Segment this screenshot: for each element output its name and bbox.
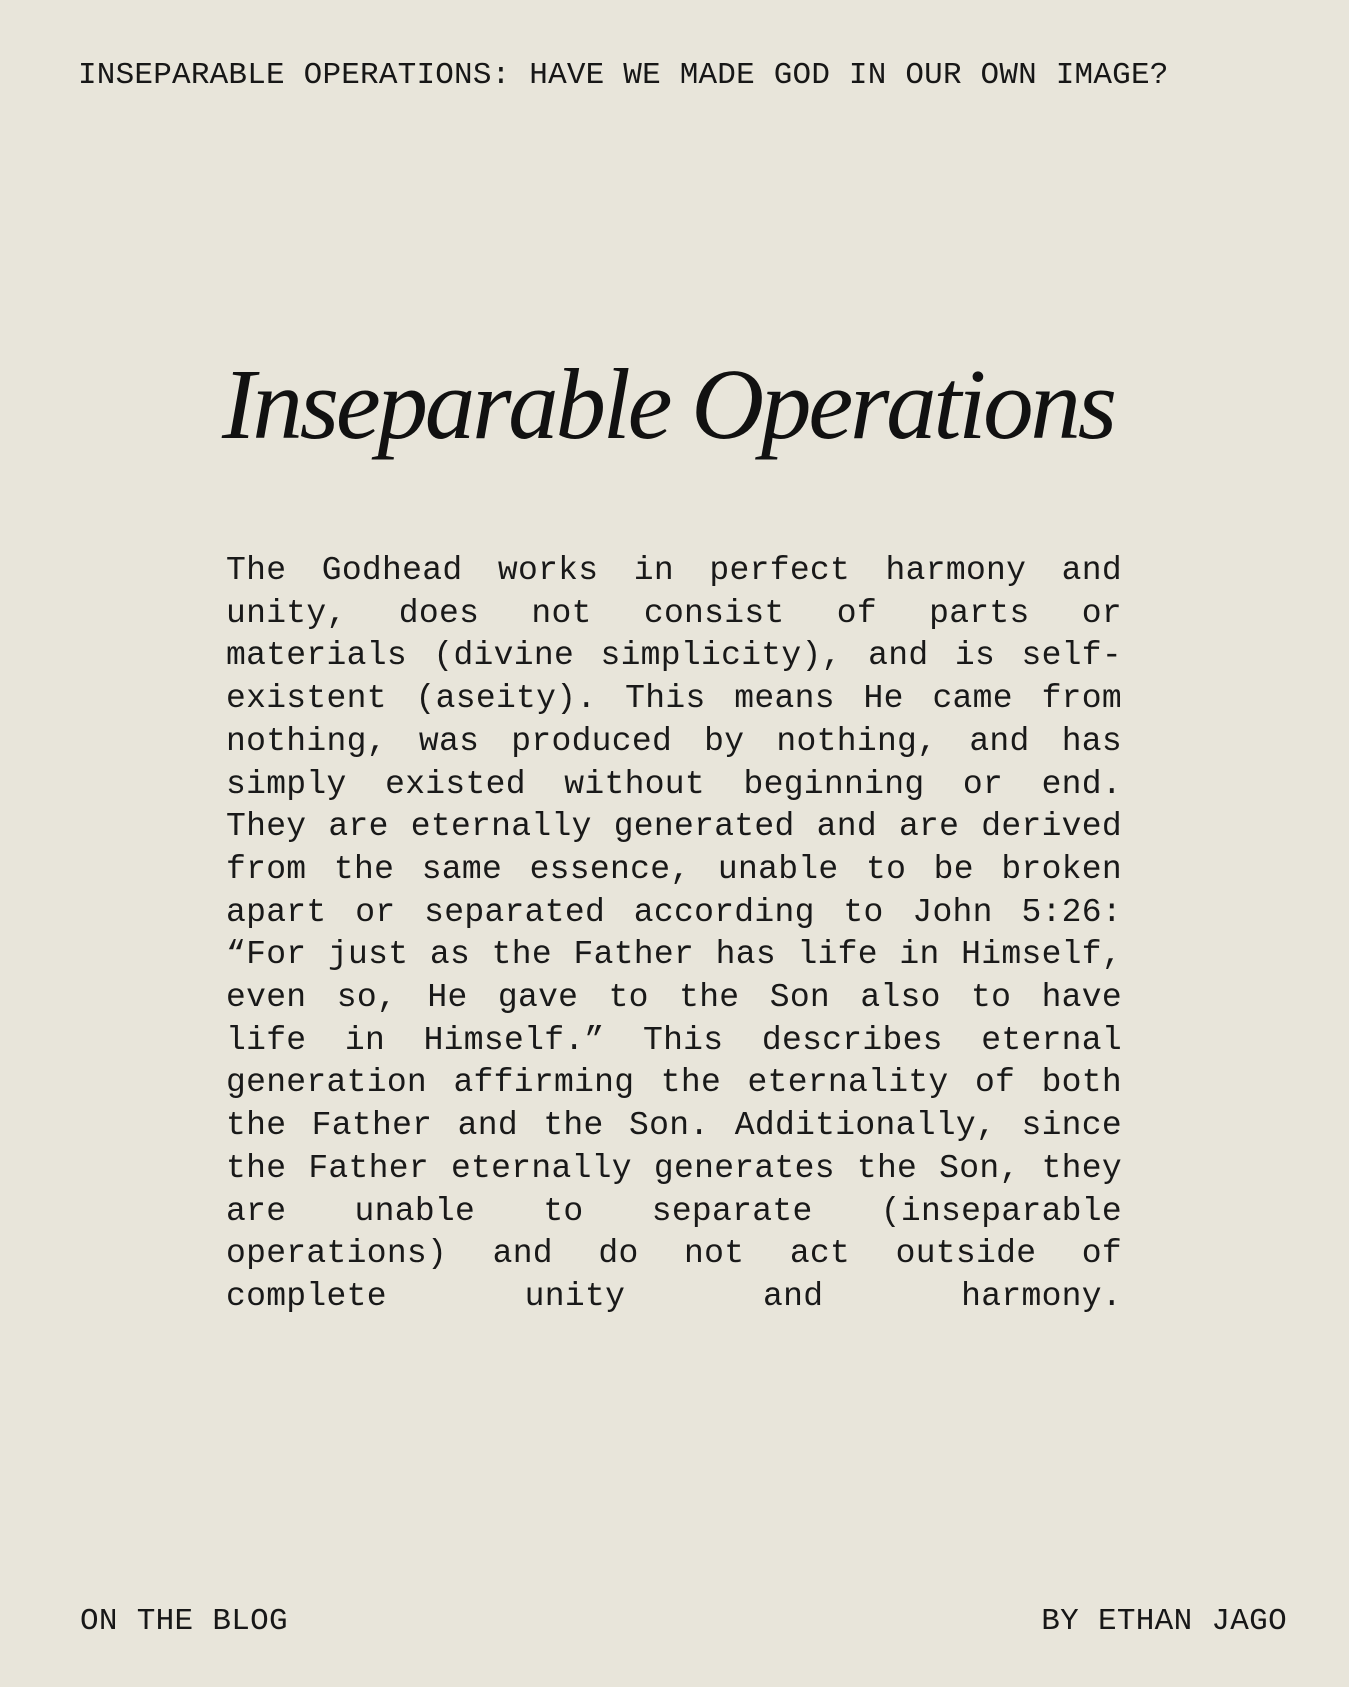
article-paragraph: The Godhead works in perfect harmony and unity, does not consist of parts or materials (divine simplicity), and is self-existent (aseity). This means He came from nothing, was produced by nothing, and has simply existed without beginning or end. They are eternally generated and are derived from the same essence, unable to be broken apart or separated according to John 5:26: “For just as the Father has life in Himself, even so, He gave to the Son also to have life in Himself.” This describes eternal generation affirming the eternality of both the Father and the Son. Additionally, since the Father eternally generates the Son, they are unable to separate (inseparable operations) and do not act outside of complete unity and harmony.	[226, 552, 1122, 1315]
blog-label: ON THE BLOG	[80, 1604, 288, 1639]
page-title: Inseparable Operations	[222, 348, 1114, 460]
series-title: INSEPARABLE OPERATIONS: HAVE WE MADE GOD IN OUR OWN IMAGE?	[78, 58, 1169, 93]
author-byline: BY ETHAN JAGO	[1041, 1604, 1287, 1639]
